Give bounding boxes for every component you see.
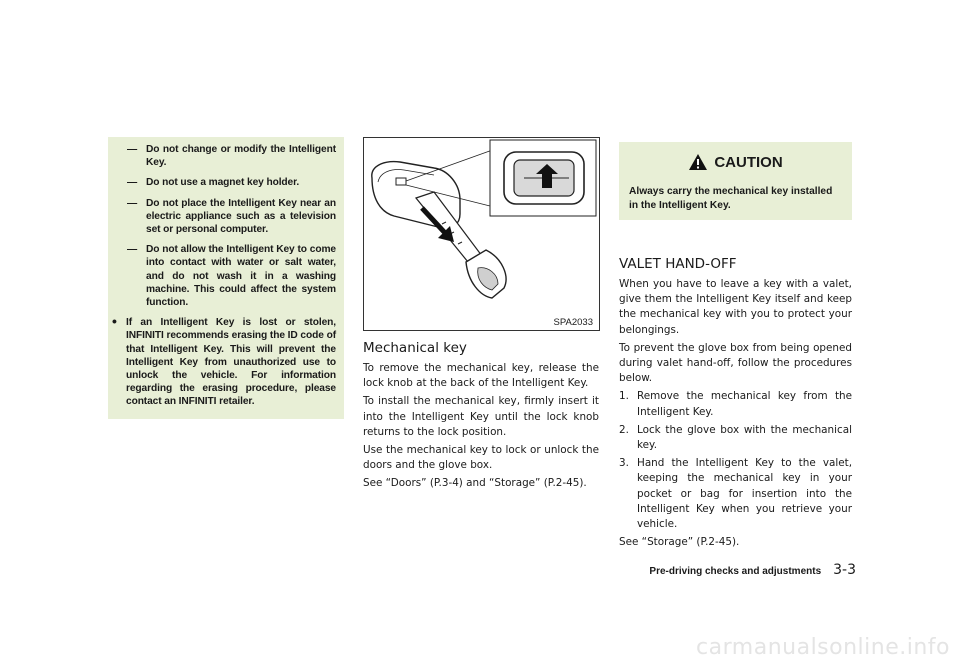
warning-bullet-text: If an Intelligent Key is lost or stolen, INFINITI recommends erasing the ID code of that Intelligent Key. This will prevent the Intelligent Key from unauthorized use to unlock the vehicle. For information regarding the erasing procedure, please contact an INFINITI retailer. [126, 317, 336, 408]
paragraph: To install the mechanical key, firmly insert it into the Intelligent Key until the lock knob returns to the lock position. [363, 395, 599, 438]
intelligent-key-illustration-icon [364, 138, 599, 330]
warning-box [108, 137, 344, 419]
dash-marker: — [127, 177, 138, 189]
watermark: carmanualsonline.info [696, 635, 950, 660]
step-number: 2. [619, 423, 629, 436]
warning-bullet [112, 313, 336, 408]
caution-text: Always carry the mechanical key installed in the Intelligent Key. [629, 186, 833, 211]
warning-item [118, 243, 336, 309]
figure-code: SPA2033 [553, 317, 593, 328]
warning-item-text: Do not change or modify the Intelligent Key. [146, 144, 336, 169]
warning-item [118, 197, 336, 237]
caution-box [619, 142, 852, 220]
bullet-marker: • [112, 313, 117, 330]
warning-item-text: Do not place the Intelligent Key near an electric appliance such as a television set or personal computer. [146, 197, 336, 236]
paragraph: To prevent the glove box from being opened during valet hand-off, follow the procedures below. [619, 341, 852, 385]
warning-triangle-icon [688, 153, 708, 171]
key-figure [363, 137, 600, 331]
mechanical-key-section [363, 340, 599, 495]
step-text: Hand the Intelligent Key to the valet, keeping the mechanical key in your pocket or bag for insertion into the Intelligent Key when you retrieve your vehicle. [637, 457, 852, 531]
paragraph: When you have to leave a key with a valet, give them the Intelligent Key itself and keep the mechanical key with you to protect your belongings. [619, 278, 852, 336]
step-text: Remove the mechanical key from the Intelligent Key. [637, 390, 852, 418]
warning-item [118, 176, 336, 189]
warning-item-text: Do not allow the Intelligent Key to come into contact with water or salt water, and do not wash it in a washing machine. This could affect the system function. [146, 244, 336, 309]
step-number: 1. [619, 390, 629, 403]
caution-title: CAUTION [714, 153, 783, 171]
valet-section [619, 256, 852, 553]
step-item [619, 456, 852, 532]
page-footer [649, 562, 856, 578]
step-item [619, 423, 852, 453]
dash-marker: — [127, 144, 138, 155]
paragraph: To remove the mechanical key, release the lock knob at the back of the Intelligent Key. [363, 362, 599, 390]
footer-section-title: Pre-driving checks and adjustments [649, 566, 822, 577]
cross-reference: See “Doors” (P.3-4) and “Storage” (P.2-45). [363, 477, 587, 490]
section-heading: Mechanical key [363, 340, 467, 356]
step-item [619, 389, 852, 419]
step-text: Lock the glove box with the mechanical key. [637, 423, 852, 452]
step-number: 3. [619, 457, 629, 470]
paragraph: Use the mechanical key to lock or unlock the doors and the glove box. [363, 444, 599, 472]
section-heading: VALET HAND-OFF [619, 256, 737, 272]
cross-reference: See “Storage” (P.2-45). [619, 536, 740, 549]
page-number: 3-3 [833, 562, 856, 578]
dash-marker: — [127, 244, 138, 256]
warning-item [118, 143, 336, 169]
warning-item-text: Do not use a magnet key holder. [146, 177, 300, 189]
dash-marker: — [127, 197, 138, 209]
